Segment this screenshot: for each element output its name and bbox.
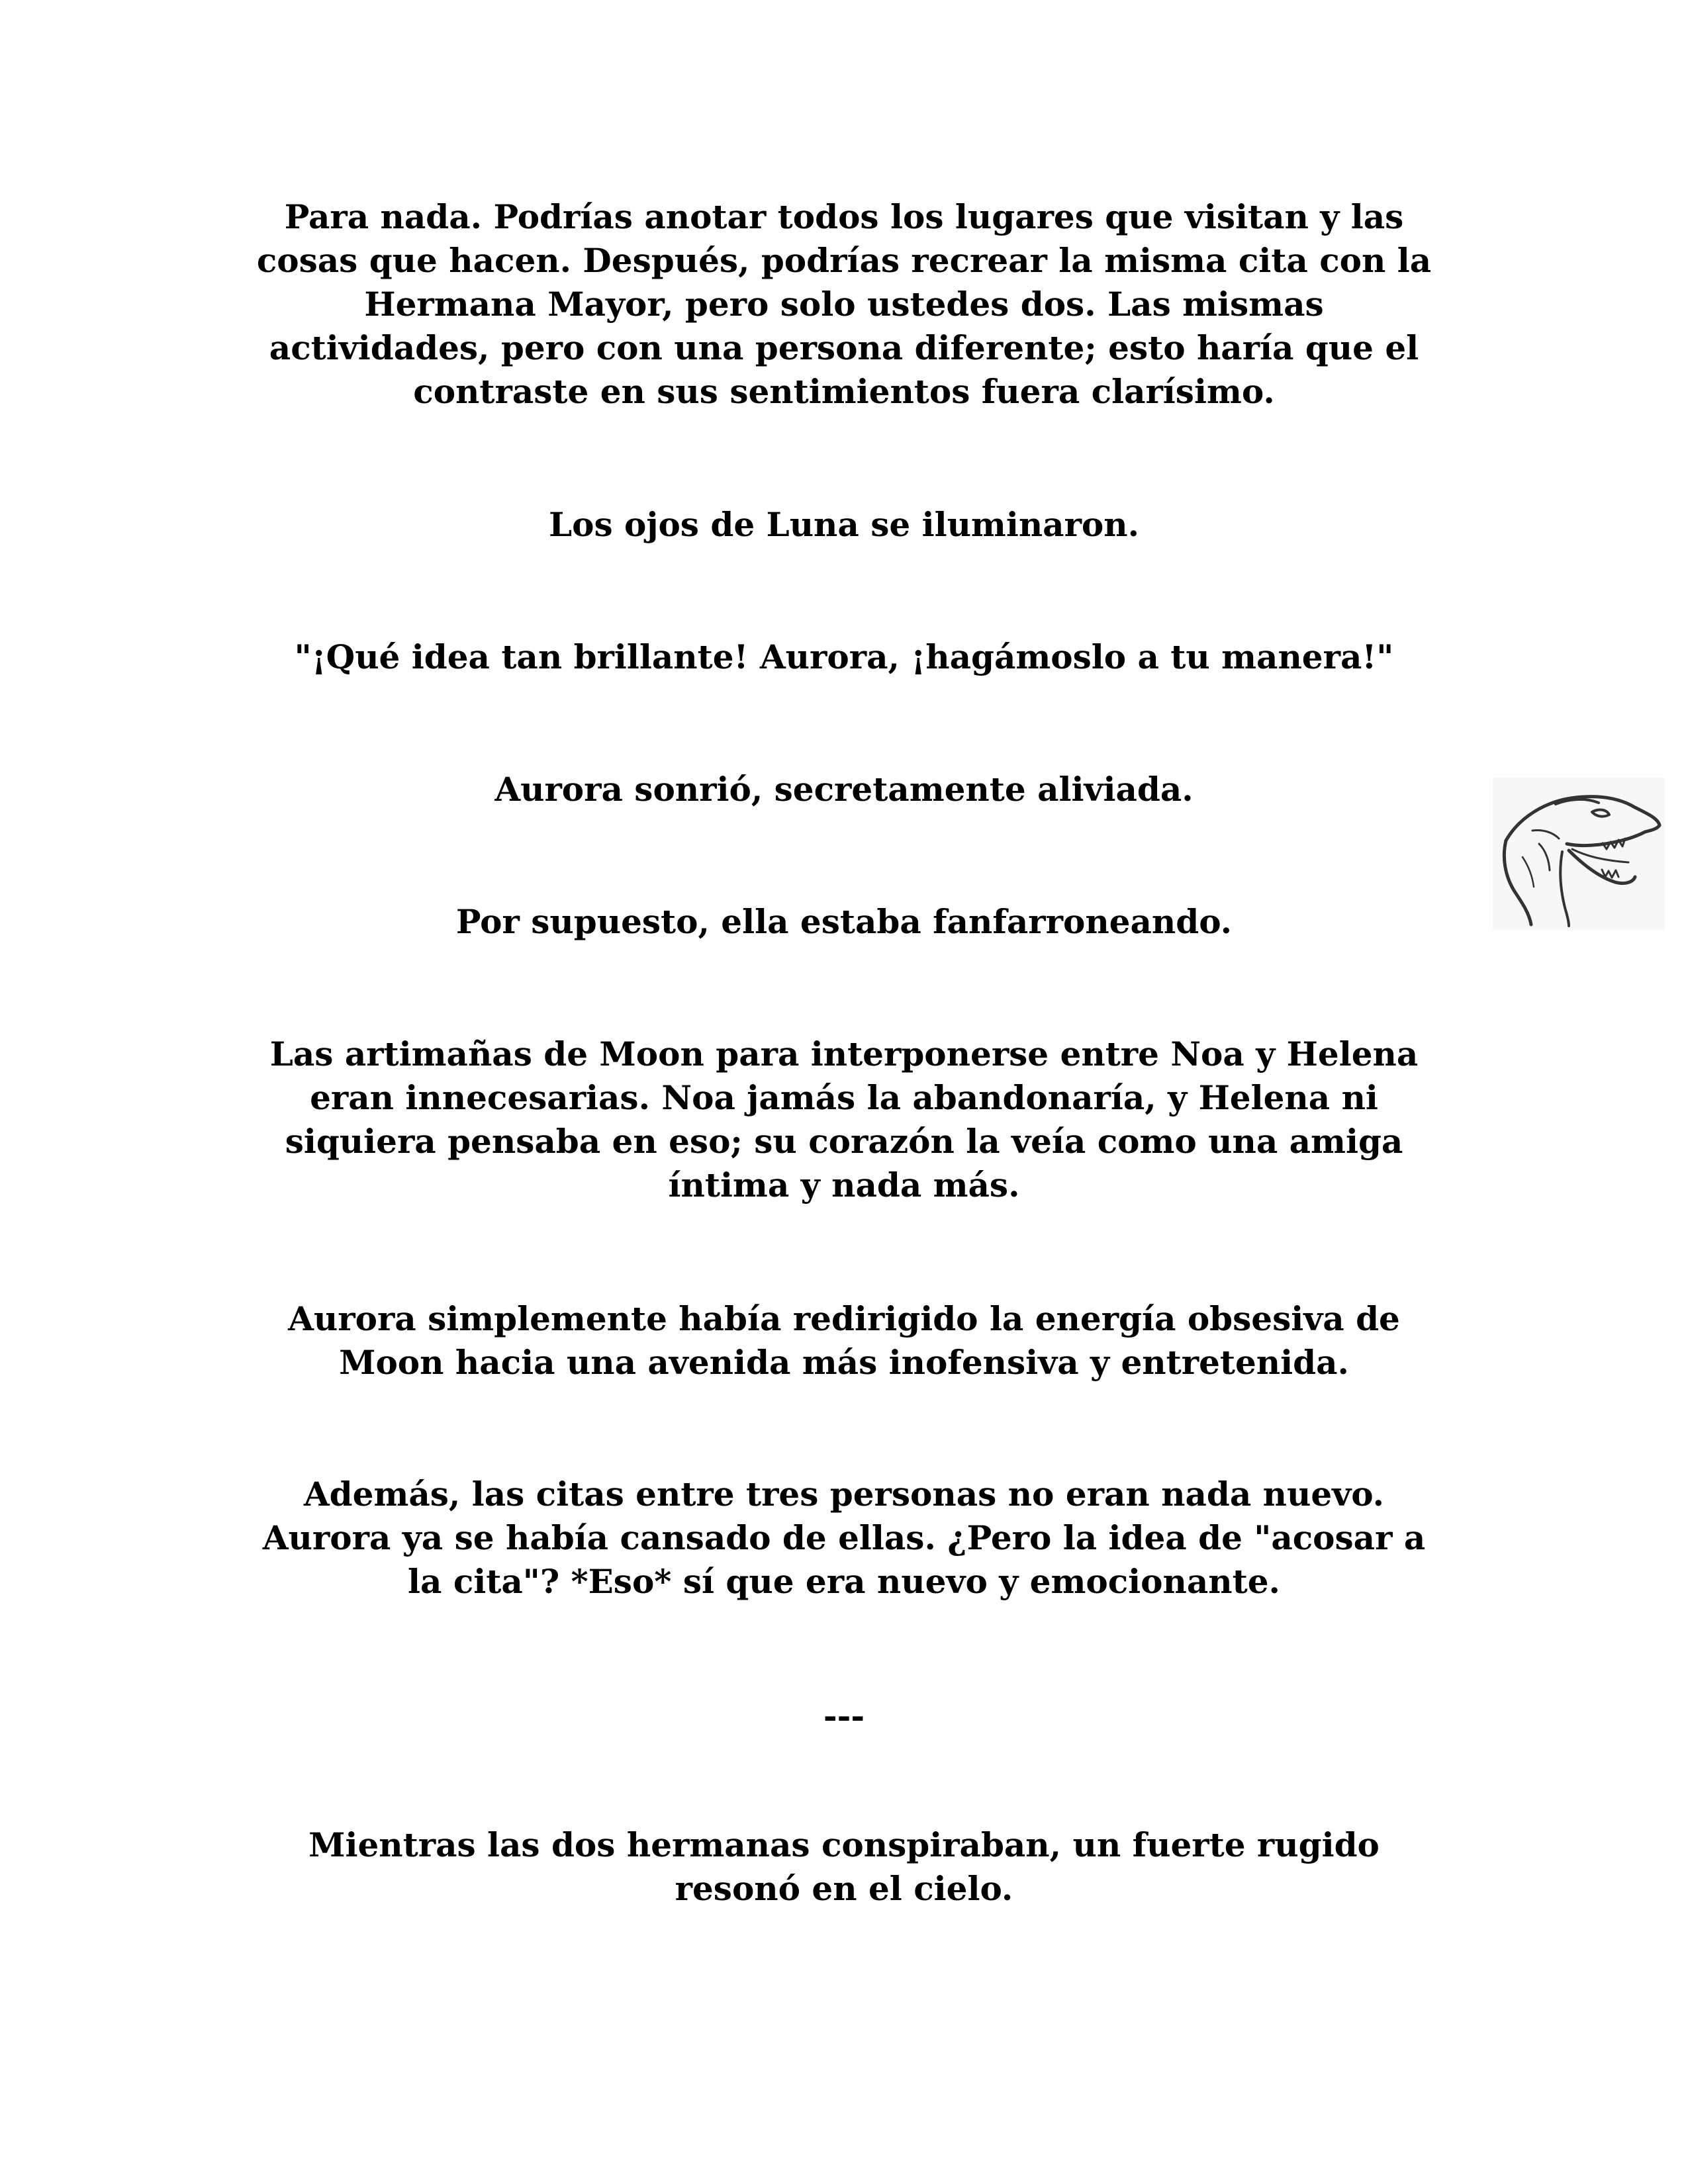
paragraph-8: Además, las citas entre tres personas no eran nada nuevo. Aurora ya se había cansado de ellas. ¿Pero la idea de "acosar a la cita"? *Eso* sí que era nuevo y emocionante.	[262, 1475, 1426, 1601]
paragraph-9: Mientras las dos hermanas conspiraban, un fuerte rugido resonó en el cielo.	[308, 1825, 1380, 1908]
paragraph-1: Para nada. Podrías anotar todos los lugares que visitan y las cosas que hacen. Después, podrías recrear la misma cita con la Hermana Mayor, pero solo ustedes dos. Las mismas actividades, pero con una persona diferente; esto haría que el contraste en sus sentimientos fuera clarísimo.	[256, 197, 1432, 411]
paragraph-2: Los ojos de Luna se iluminaron.	[548, 505, 1140, 544]
dinosaur-head-icon	[1493, 778, 1665, 930]
paragraph-7: Aurora simplemente había redirigido la energía obsesiva de Moon hacia una avenida más inofensiva y entretenida.	[288, 1299, 1400, 1382]
paragraph-3: "¡Qué idea tan brillante! Aurora, ¡hagámoslo a tu manera!"	[294, 637, 1394, 676]
section-divider: ---	[823, 1696, 865, 1735]
paragraph-6: Las artimañas de Moon para interponerse entre Noa y Helena eran innecesarias. Noa jamás la abandonaría, y Helena ni siquiera pensaba en eso; su corazón la veía como una amiga íntima y nada más.	[269, 1034, 1419, 1205]
paragraph-4: Aurora sonrió, secretamente aliviada.	[494, 770, 1194, 809]
paragraph-5: Por supuesto, ella estaba fanfarroneando.	[455, 902, 1233, 941]
